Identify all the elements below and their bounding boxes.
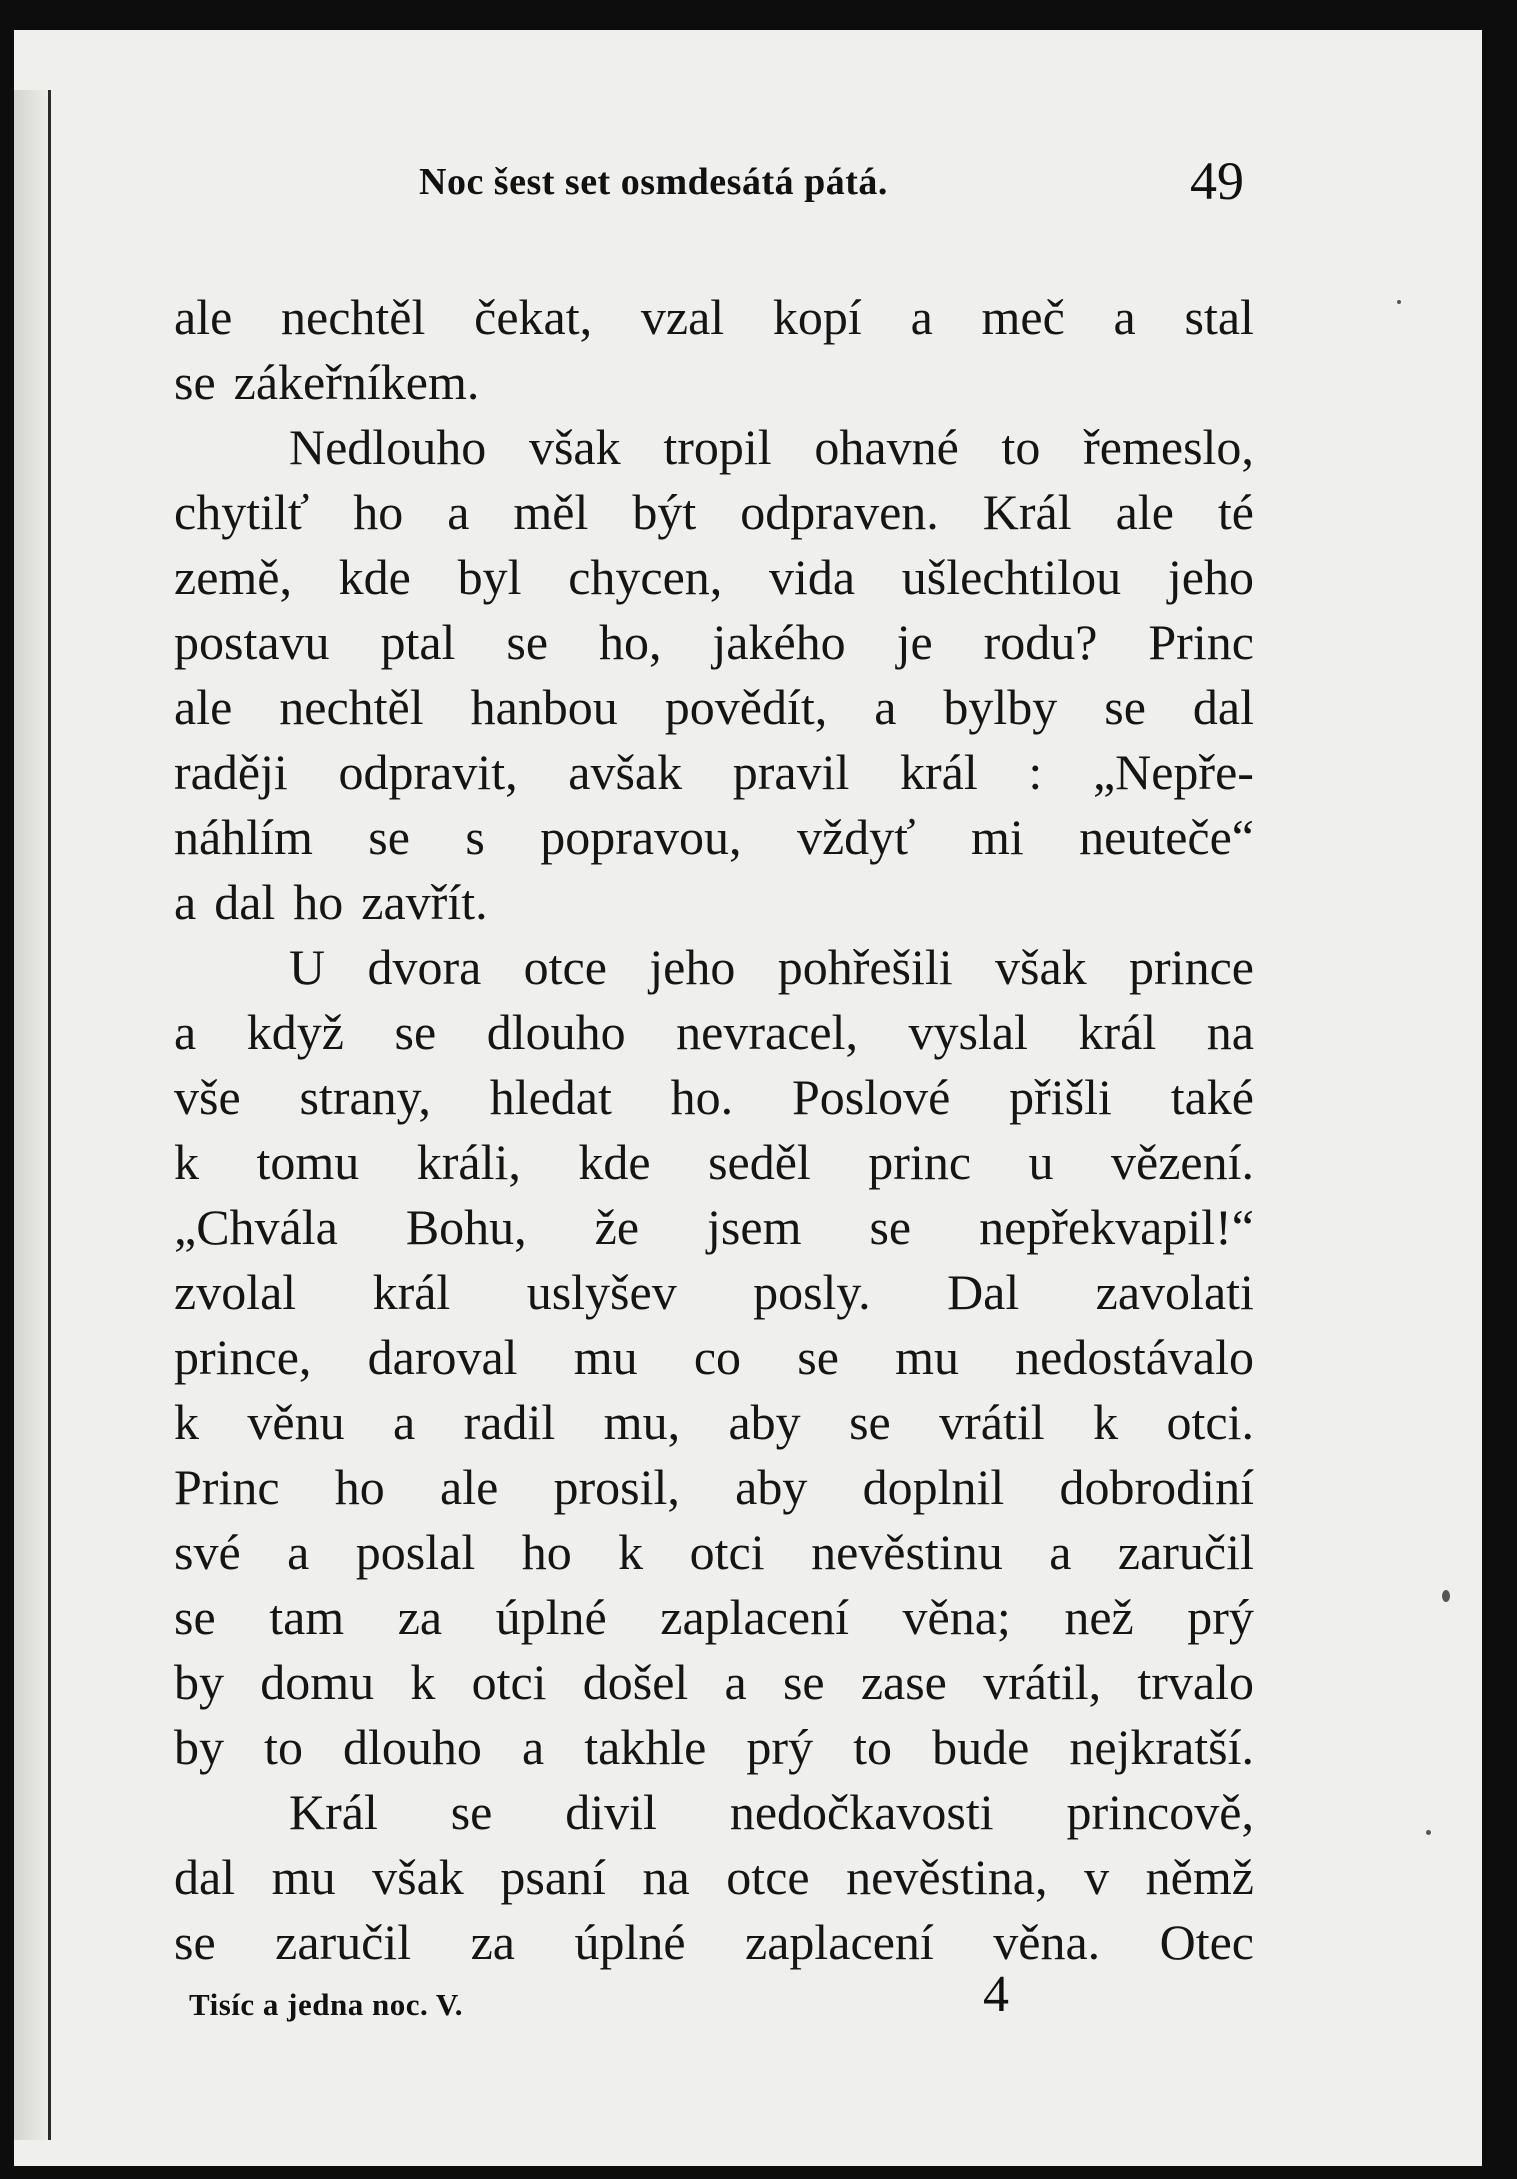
word: bylby (943, 679, 1058, 735)
word: a (393, 1394, 416, 1450)
ink-speck (1397, 300, 1401, 304)
word: věna. (993, 1914, 1101, 1970)
word: vyslal (908, 1004, 1028, 1060)
text-line (174, 415, 1254, 480)
word: zavolati (1095, 1264, 1254, 1320)
word: ho (334, 1459, 385, 1515)
binding-edge (14, 90, 51, 2140)
word: vězení. (1111, 1134, 1254, 1190)
word: vida (768, 549, 856, 605)
word: „Chvála (174, 1199, 338, 1255)
word: Dal (947, 1264, 1020, 1320)
word: došel (582, 1654, 689, 1710)
text-line (174, 1455, 1254, 1520)
word: k (410, 1654, 436, 1710)
word: dlouho (486, 1004, 626, 1060)
word: zákeřníkem. (233, 354, 480, 410)
word: ušlechtilou (901, 549, 1122, 605)
word: dal (174, 1849, 236, 1905)
text-line (174, 1000, 1254, 1065)
word: se (174, 1589, 216, 1645)
word: Král (982, 484, 1072, 540)
word: otce (726, 1849, 810, 1905)
page-footer (189, 1965, 1009, 2035)
word: jsem (707, 1199, 802, 1255)
word: králi, (416, 1134, 521, 1190)
word: král (372, 1264, 451, 1320)
text-line (174, 610, 1254, 675)
word: princ (868, 1134, 972, 1190)
word: tropil (663, 419, 772, 475)
word: ho (293, 874, 344, 930)
word: věnu (247, 1394, 345, 1450)
word: otci (471, 1654, 547, 1710)
word: na (642, 1849, 690, 1905)
word: k (174, 1134, 199, 1190)
word: dal (1192, 679, 1254, 735)
book-page (14, 30, 1482, 2166)
word: psaní (500, 1849, 606, 1905)
ink-speck (1442, 1590, 1450, 1602)
word: se (782, 1654, 825, 1710)
word: se (368, 809, 410, 865)
text-line (174, 1715, 1254, 1780)
word: a (1049, 1524, 1072, 1580)
word: to (1001, 419, 1041, 475)
word: své (174, 1524, 241, 1580)
word: že (594, 1199, 640, 1255)
word: posly. (753, 1264, 871, 1320)
word: a (174, 874, 197, 930)
word: mu (573, 1329, 638, 1385)
word: nejkratší. (1069, 1719, 1254, 1775)
word: poslal (355, 1524, 476, 1580)
word: tam (269, 1589, 345, 1645)
word: seděl (708, 1134, 811, 1190)
word: a (447, 484, 470, 540)
word: a (287, 1524, 310, 1580)
word: pravil (732, 744, 850, 800)
signature-mark: 4 (983, 1966, 1009, 2023)
word: otci. (1166, 1394, 1254, 1450)
word: té (1217, 484, 1254, 540)
word: dlouho (343, 1719, 482, 1775)
word: však (995, 939, 1087, 995)
word: popravou, (540, 809, 742, 865)
word: přišli (1009, 1069, 1112, 1125)
word: se (797, 1329, 839, 1385)
word: ptal (380, 614, 456, 670)
word: vždyť (796, 809, 916, 865)
word: rodu? (983, 614, 1098, 670)
word: kde (338, 549, 411, 605)
word: Nedlouho (289, 419, 487, 475)
word: král (900, 744, 978, 800)
word: za (470, 1914, 515, 1970)
word: divil (565, 1784, 657, 1840)
word: by (174, 1654, 224, 1710)
word: Princ (174, 1459, 280, 1515)
word: také (1170, 1069, 1254, 1125)
word: němž (1145, 1849, 1254, 1905)
word: hanbou (470, 679, 618, 735)
word: odpraven. (740, 484, 939, 540)
text-line (174, 1650, 1254, 1715)
word: nedostávalo (1015, 1329, 1254, 1385)
word: ohavné (814, 419, 959, 475)
word: v (1084, 1849, 1110, 1905)
word: se (174, 1914, 216, 1970)
text-line (174, 1325, 1254, 1390)
word: a (724, 1654, 747, 1710)
word: aby (728, 1394, 801, 1450)
word: k (174, 1394, 199, 1450)
word: chycen, (568, 549, 723, 605)
word: prý (746, 1719, 814, 1775)
word: ho. (670, 1069, 734, 1125)
word: zavřít. (361, 874, 488, 930)
word: zaručil (1117, 1524, 1254, 1580)
word: než (1064, 1589, 1134, 1645)
word: nechtěl (281, 289, 426, 345)
text-line (174, 350, 1254, 415)
text-line (174, 1780, 1254, 1845)
word: mu, (603, 1394, 681, 1450)
word: tomu (256, 1134, 360, 1190)
word: aby (735, 1459, 808, 1515)
word: zase (860, 1654, 947, 1710)
word: strany, (299, 1069, 431, 1125)
text-line (174, 935, 1254, 1000)
word: prince, (174, 1329, 312, 1385)
word: však (528, 419, 621, 475)
word: měl (513, 484, 589, 540)
text-line (174, 1520, 1254, 1585)
word: takhle (584, 1719, 707, 1775)
word: náhlím (174, 809, 313, 865)
word: nechtěl (279, 679, 424, 735)
word: být (632, 484, 697, 540)
word: daroval (367, 1329, 518, 1385)
word: věna; (902, 1589, 1011, 1645)
word: to (853, 1719, 893, 1775)
word: jeho (649, 939, 736, 995)
word: úplné (574, 1914, 686, 1970)
word: neuteče“ (1079, 809, 1254, 865)
text-line (174, 1195, 1254, 1260)
text-line (174, 545, 1254, 610)
word: se (394, 1004, 437, 1060)
word: řemeslo, (1083, 419, 1254, 475)
word: ale (1115, 484, 1174, 540)
word: avšak (568, 744, 683, 800)
word: mu (895, 1329, 959, 1385)
word: Princ (1148, 614, 1254, 670)
word: když (246, 1004, 344, 1060)
word: zaplacení (660, 1589, 849, 1645)
running-head (419, 150, 1244, 220)
word: Král (289, 1784, 378, 1840)
word: král (1078, 1004, 1157, 1060)
word: jakého (712, 614, 846, 670)
word: Otec (1159, 1914, 1254, 1970)
word: doplnil (862, 1459, 1005, 1515)
word: by (174, 1719, 224, 1775)
word: vše (174, 1069, 241, 1125)
word: domu (260, 1654, 375, 1710)
text-line (174, 870, 1254, 935)
word: ho (353, 484, 404, 540)
word: se (450, 1784, 493, 1840)
word: postavu (174, 614, 330, 670)
word: jeho (1167, 549, 1254, 605)
word: dal (214, 874, 276, 930)
word: a (874, 679, 897, 735)
word: se (1104, 679, 1146, 735)
body-text (174, 285, 1254, 1975)
word: kde (578, 1134, 651, 1190)
word: země, (174, 549, 292, 605)
word: kopí (772, 289, 862, 345)
word: úplné (495, 1589, 607, 1645)
word: čekat, (474, 289, 593, 345)
word: mu (271, 1849, 336, 1905)
text-line (174, 1130, 1254, 1195)
word: u (1028, 1134, 1054, 1190)
text-line (174, 480, 1254, 545)
word: Poslové (791, 1069, 951, 1125)
word: princově, (1066, 1784, 1254, 1840)
word: pohřešili (777, 939, 953, 995)
word: zvolal (174, 1264, 297, 1320)
word: vzal (640, 289, 725, 345)
text-line (174, 1585, 1254, 1650)
word: dvora (367, 939, 482, 995)
word: to (264, 1719, 303, 1775)
word: hledat (489, 1069, 612, 1125)
word: k (1093, 1394, 1119, 1450)
running-title: Noc šest set osmdesátá pátá. (419, 161, 888, 203)
word: se (849, 1394, 891, 1450)
word: se (174, 354, 216, 410)
text-line (174, 740, 1254, 805)
signature-line: Tisíc a jedna noc. V. (189, 1987, 464, 2022)
word: co (693, 1329, 742, 1385)
word: k (618, 1524, 644, 1580)
word: meč (981, 289, 1065, 345)
word: : (1028, 744, 1043, 800)
word: nevěstinu (811, 1524, 1003, 1580)
word: a (521, 1719, 545, 1775)
word: a (1113, 289, 1136, 345)
word: vrátil, (983, 1654, 1102, 1710)
word: otce (523, 939, 607, 995)
word: raději (174, 744, 288, 800)
text-line (174, 1065, 1254, 1130)
text-line (174, 675, 1254, 740)
word: s (465, 809, 485, 865)
text-line (174, 1390, 1254, 1455)
word: mi (970, 809, 1024, 865)
word: však (372, 1849, 464, 1905)
word: stal (1184, 289, 1254, 345)
word: odpravit, (338, 744, 518, 800)
word: se (506, 614, 549, 670)
word: je (896, 614, 933, 670)
word: vrátil (939, 1394, 1045, 1450)
word: povědít, (664, 679, 828, 735)
text-line (174, 1845, 1254, 1910)
word: bude (932, 1719, 1030, 1775)
word: byl (457, 549, 522, 605)
word: U (289, 939, 326, 995)
word: dobrodiní (1059, 1459, 1254, 1515)
word: uslyšev (526, 1264, 677, 1320)
word: zaplacení (745, 1914, 934, 1970)
word: prince (1129, 939, 1254, 995)
word: za (397, 1589, 443, 1645)
word: na (1206, 1004, 1254, 1060)
text-line (174, 805, 1254, 870)
word: prý (1187, 1589, 1254, 1645)
word: nepřekvapil!“ (979, 1199, 1254, 1255)
word: ho (521, 1524, 572, 1580)
word: nedočkavosti (729, 1784, 994, 1840)
word: zaručil (275, 1914, 412, 1970)
word: a (174, 1004, 197, 1060)
word: ale (440, 1459, 499, 1515)
word: otci (689, 1524, 765, 1580)
page-number: 49 (1190, 151, 1244, 211)
ink-speck (1426, 1830, 1431, 1835)
word: „Nepře- (1092, 744, 1254, 800)
word: ale (174, 679, 233, 735)
word: nevracel, (676, 1004, 858, 1060)
text-line (174, 285, 1254, 350)
word: a (910, 289, 933, 345)
word: Bohu, (405, 1199, 527, 1255)
word: se (869, 1199, 912, 1255)
word: nevěstina, (846, 1849, 1048, 1905)
text-line (174, 1260, 1254, 1325)
word: prosil, (553, 1459, 680, 1515)
word: ho, (598, 614, 662, 670)
word: chytilť (174, 484, 310, 540)
word: trvalo (1137, 1654, 1254, 1710)
word: radil (463, 1394, 556, 1450)
word: ale (174, 289, 233, 345)
